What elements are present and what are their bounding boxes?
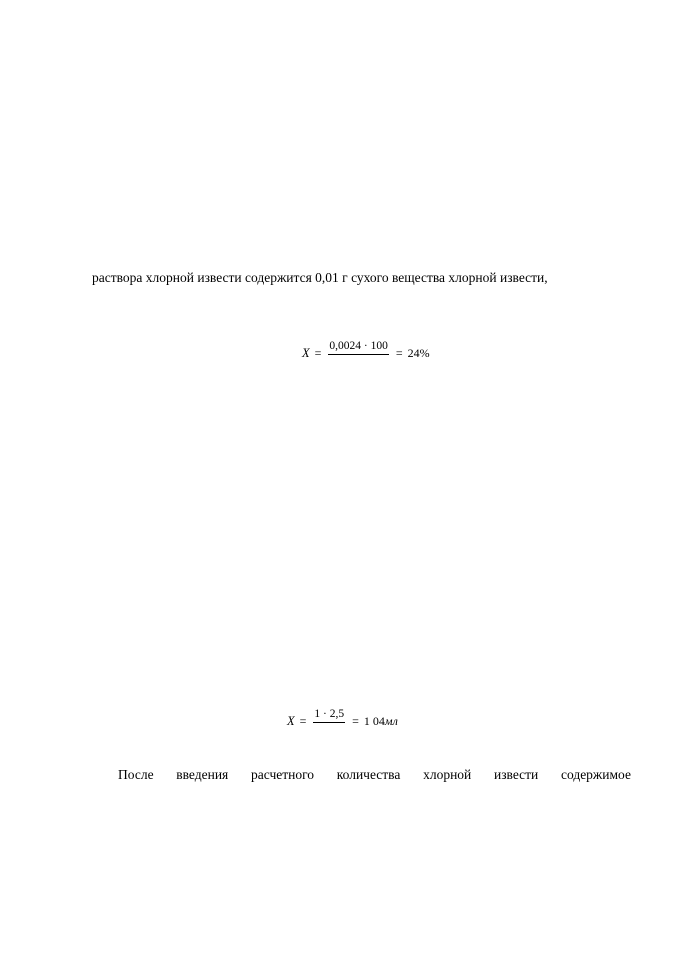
formula-unit: мл bbox=[384, 714, 398, 729]
equals-sign: = bbox=[395, 346, 403, 361]
paragraph-line-2 bbox=[118, 768, 631, 782]
formula-percentage bbox=[302, 340, 430, 367]
word: После bbox=[118, 767, 154, 782]
word: введения bbox=[176, 767, 229, 782]
word: количества bbox=[336, 767, 401, 782]
fraction-numerator: 0,0024 · 100 bbox=[328, 340, 388, 355]
word: содержимое bbox=[560, 767, 631, 782]
word: хлорной bbox=[423, 767, 472, 782]
paragraph-line-1: раствора хлорной извести содержится 0,01 г сухого вещества хлорной извести, bbox=[92, 270, 548, 285]
formula-variable: X bbox=[287, 714, 295, 729]
formula-variable: X bbox=[302, 346, 310, 361]
formula-volume bbox=[287, 708, 398, 735]
fraction-numerator: 1 · 2,5 bbox=[313, 708, 345, 723]
equals-sign: = bbox=[352, 714, 359, 729]
equals-sign: = bbox=[314, 346, 322, 361]
fraction bbox=[313, 708, 345, 735]
formula-result: 24% bbox=[407, 346, 430, 361]
formula-result: 1 04 bbox=[363, 714, 385, 729]
fraction bbox=[328, 340, 388, 367]
equals-sign: = bbox=[299, 714, 307, 729]
word: извести bbox=[493, 767, 539, 782]
word: расчетного bbox=[250, 767, 315, 782]
